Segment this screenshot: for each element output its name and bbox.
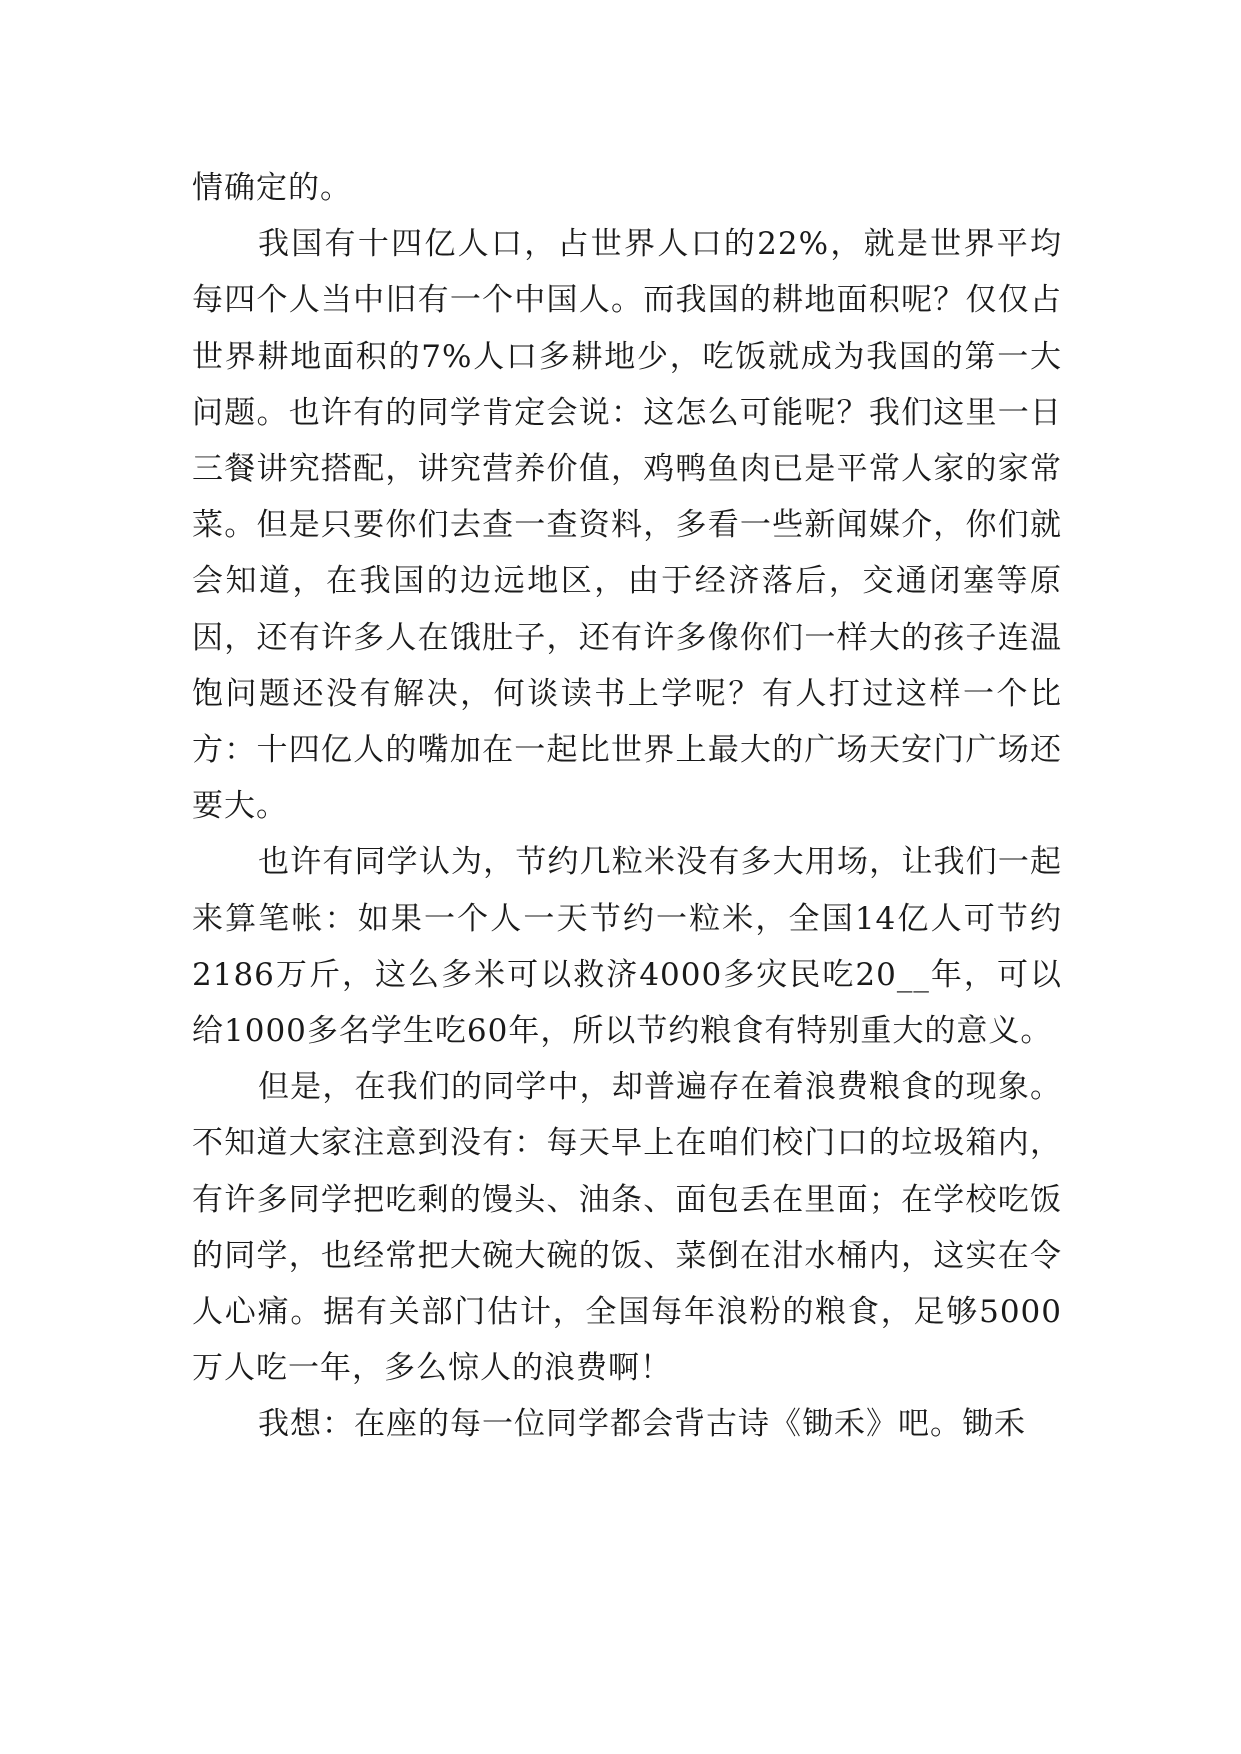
paragraph-3: 也许有同学认为，节约几粒米没有多大用场，让我们一起来算笔帐：如果一个人一天节约一粒米，全国14亿人可节约2186万斤，这么多米可以救济4000多灾民吃20__年，可以给1000多名学生吃60年，所以节约粮食有特别重大的意义。 [192,844,1062,1050]
paragraph-2: 我国有十四亿人口，占世界人口的22%，就是世界平均每四个人当中旧有一个中国人。而我国的耕地面积呢？仅仅占世界耕地面积的7%人口多耕地少，吃饭就成为我国的第一大问题。也许有的同学肯定会说：这怎么可能呢？我们这里一日三餐讲究搭配，讲究营养价值，鸡鸭鱼肉已是平常人家的家常菜。但是只要你们去查一查资料，多看一些新闻媒介，你们就会知道，在我国的边远地区，由于经济落后，交通闭塞等原因，还有许多人在饿肚子，还有许多像你们一样大的孩子连温饱问题还没有解决，何谈读书上学呢？有人打过这样一个比方：十四亿人的嘴加在一起比世界上最大的广场天安门广场还要大。 [192,226,1062,825]
body-text [192,160,1062,1453]
paragraph-1: 情确定的。 [192,170,352,206]
paragraph-4: 但是，在我们的同学中，却普遍存在着浪费粮食的现象。不知道大家注意到没有：每天早上在咱们校门口的垃圾箱内，有许多同学把吃剩的馒头、油条、面包丢在里面；在学校吃饭的同学，也经常把大碗大碗的饭、菜倒在泔水桶内，这实在令人心痛。据有关部门估计，全国每年浪粉的粮食，足够5000万人吃一年，多么惊人的浪费啊！ [192,1069,1062,1387]
paragraph-5: 我想：在座的每一位同学都会背古诗《锄禾》吧。锄禾 [258,1406,1026,1443]
